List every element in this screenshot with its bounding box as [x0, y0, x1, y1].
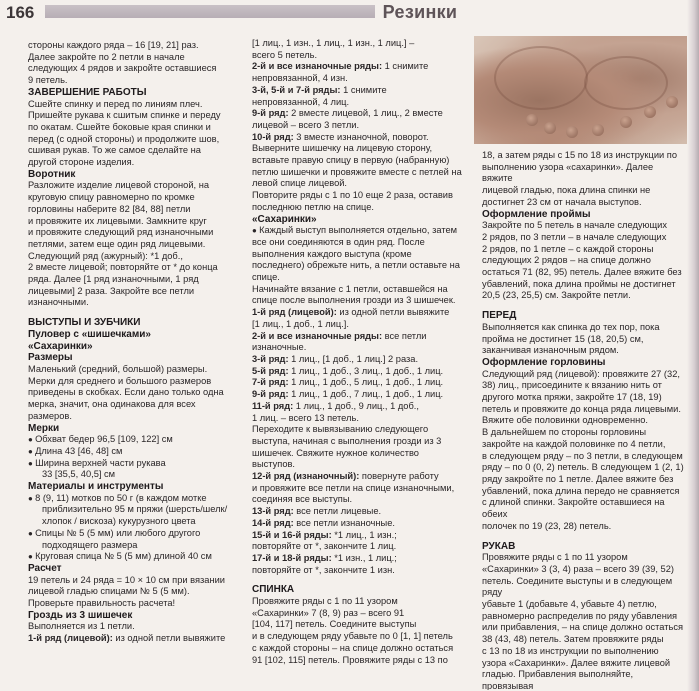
garment-photo — [474, 36, 692, 144]
section-heading: Материалы и инструменты — [28, 481, 164, 493]
row-instruction — [252, 354, 464, 366]
row-text: 1 лиц., 1 доб., 7 лиц., 1 доб., 1 лиц. — [288, 389, 444, 400]
text-line: перед (с одной стороны) и продолжите шов, — [28, 133, 220, 144]
text-line: следующих 4 рядов и закройте оставшиеся — [28, 63, 217, 74]
text-line: ряда. Далее [1 ряд изнаночными, 1 ряд — [28, 274, 199, 285]
text-line: непровязанной, 4 изн. — [252, 73, 348, 84]
text-line: лицевой – всего 3 петли. — [252, 119, 360, 130]
row-text: *1 лиц., 1 изн.; — [331, 529, 397, 540]
row-text: 1 лиц., 1 доб., 5 лиц., 1 доб., 1 лиц. — [288, 377, 444, 388]
text-line: «Сахаринки» 3 (3, 4) раза – всего 39 (39, 52) — [482, 563, 674, 574]
section-heading: ВЫСТУПЫ И ЗУБЧИКИ — [28, 317, 141, 329]
row-label: 5-й ряд: — [252, 365, 289, 376]
text-line: заканчивая изнаночным рядом. — [482, 345, 619, 356]
row-label: 2-й и все изнаночные ряды: — [252, 330, 383, 341]
row-label: 1-й ряд (лицевой): — [28, 633, 113, 644]
row-instruction — [252, 307, 464, 319]
row-label: 12-й ряд (изнаночный): — [252, 471, 360, 482]
text-line: шишечек. Свяжите нужное количество выступов. — [252, 447, 419, 470]
text-line: последнего) обрежьте нить, а петли оставьте на — [252, 260, 460, 271]
section-heading: Пуловер с «шишечками» — [28, 328, 151, 340]
row-label: 7-й ряд: — [252, 377, 289, 388]
bullet-item: ● Обхват бедер 96,5 [109, 122] см — [28, 434, 236, 446]
text-line: ряду – по 0 (0, 2) петель. В следующем 1 (2, 1) — [482, 462, 684, 473]
text-line: достигнет 23 см от начала выступов. — [482, 196, 642, 207]
photo-bobble — [644, 106, 656, 118]
text-line: Выполняется как спинка до тех пор, пока — [482, 321, 660, 332]
text-line: убавлений, пока длина проймы не достигнет — [482, 278, 676, 289]
row-label: 3-й ряд: — [252, 353, 289, 364]
row-instruction — [252, 530, 464, 542]
text-line: следующих 2 рядов – на спице должно — [482, 255, 651, 266]
text-line: 38 (43, 48) петель. Затем провяжите ряды — [482, 634, 664, 645]
row-instruction — [252, 377, 464, 389]
text-line: 18, а затем ряды с 15 по 18 из инструкции по — [482, 150, 677, 160]
text-line: все они соединяются в один ряд. После — [252, 236, 425, 247]
text-line: или прибавления, – на спице должно остаться — [482, 622, 684, 633]
row-instruction — [252, 389, 464, 401]
row-instruction — [252, 553, 464, 565]
section-heading: Гроздь из 3 шишечек — [28, 609, 133, 621]
spacer — [482, 533, 686, 541]
photo-bobble — [620, 116, 632, 128]
section-heading: Расчет — [28, 562, 62, 574]
bullet-continuation: приблизительно 95 м пряжи (шерсть/шелк/ — [42, 504, 228, 515]
text-line: лицевой гладью спицами № 5 (5 мм). — [28, 586, 190, 597]
text-line: петлями, затем еще один ряд лицевыми. — [28, 238, 206, 249]
row-text: из одной петли вывяжите — [112, 633, 226, 644]
text-line: и в следующем ряду убавьте по 0 [1, 1] петель — [252, 631, 453, 642]
text-line: Закройте по 5 петель в начале следующих — [482, 220, 667, 231]
text-line: полочек по 19 (23, 28) петель. — [482, 520, 612, 531]
photo-bobble — [566, 126, 578, 138]
text-line: Разложите изделие лицевой стороной, на — [28, 180, 210, 191]
section-title: Резинки — [382, 2, 458, 22]
row-label: 10-й ряд: — [252, 131, 294, 142]
text-line: 2 вместе лицевой; повторяйте от * до конца — [28, 262, 218, 273]
row-label: 1-й ряд (лицевой): — [252, 307, 337, 318]
text-line: Повторите ряды с 1 по 10 еще 2 раза, оставив — [252, 190, 453, 201]
text-line: спице. — [252, 272, 280, 283]
row-text: все петли лицевые. — [293, 506, 382, 517]
text-line: с каждой стороны – на спице должно остаться — [252, 642, 454, 653]
text-line: вставьте правую спицу в первую (набранную) — [252, 155, 450, 166]
section-heading: Оформление горловины — [482, 356, 606, 368]
text-line: Сшейте спинку и перед по линиям плеч. — [28, 98, 203, 109]
text-line: горловины наберите 82 [84, 88] петли — [28, 203, 191, 214]
row-text: 3 вместе изнаночной, поворот. — [293, 131, 429, 142]
row-instruction — [252, 401, 464, 413]
text-line: повторяйте от *, закончите 1 изн. — [252, 564, 395, 575]
section-heading: Воротник — [28, 168, 76, 180]
row-instruction — [28, 633, 236, 645]
text-line: мерка, значит, она одинакова для всех — [28, 399, 196, 410]
row-label: 2-й и все изнаночные ряды: — [252, 61, 383, 72]
text-line: Выполняется из 1 петли. — [28, 621, 135, 632]
text-line: выполнению узора «сахаринки». Далее вяжите — [482, 161, 654, 184]
row-text: 2 вместе лицевой, 1 лиц., 2 вместе — [288, 108, 443, 119]
bullet-item: ● Длина 43 [46, 48] см — [28, 446, 236, 458]
bullet-item: ● Спицы № 5 (5 мм) или любого другого — [28, 528, 236, 540]
bullet-continuation: хлопок / вискоза) кукурузного цвета — [42, 516, 196, 527]
text-line: по окатам. Сшейте боковые края спинки и — [28, 121, 211, 132]
text-line: убавлений, пока длина передо не сравняется — [482, 485, 680, 496]
text-line: лицевыми] 2 раза. Закройте все петли — [28, 285, 195, 296]
section-heading: ЗАВЕРШЕНИЕ РАБОТЫ — [28, 86, 147, 98]
row-label: 3-й, 5-й и 7-й ряды: — [252, 84, 341, 95]
photo-fold — [494, 46, 588, 110]
row-text: из одной петли вывяжите — [336, 307, 450, 318]
text-line: «Сахаринки» 7 (8, 9) раз – всего 91 — [252, 607, 405, 618]
text-line: с длиной спинки. Закройте оставшиеся на обеих — [482, 497, 665, 520]
text-line: Следующий ряд (ажурный): *1 доб., — [28, 250, 183, 261]
text-line: сшивая рукав. То же самое сделайте на — [28, 145, 201, 156]
section-heading: Размеры — [28, 352, 73, 364]
text-line: последнюю петлю на спице. — [252, 201, 374, 212]
text-line: [1 лиц., 1 доб., 1 лиц.]. — [252, 318, 349, 329]
middle-column — [252, 38, 464, 686]
photo-bobble — [666, 96, 678, 108]
text-line: размеров. — [28, 410, 72, 421]
text-line: Мерки для среднего и большого размеров — [28, 375, 212, 386]
text-line: 2 рядов, по 1 петле – с каждой стороны — [482, 243, 654, 254]
text-line: всего 5 петель. — [252, 49, 318, 60]
text-line: другой стороне изделия. — [28, 157, 135, 168]
text-line: непровязанной, 4 лиц. — [252, 96, 350, 107]
text-line: убавьте 1 (добавьте 4, убавьте 4) петлю, — [482, 599, 657, 610]
text-line: Проверьте правильность расчета! — [28, 598, 176, 609]
section-heading: РУКАВ — [482, 540, 516, 552]
photo-bobble — [526, 114, 538, 126]
text-line: гладью. Прибавления выполняйте, провязывая — [482, 669, 634, 690]
text-line: Переходите к вывязыванию следующего — [252, 424, 429, 435]
text-line: лицевой гладью, пока длина спинки не — [482, 185, 651, 196]
row-text: 1 лиц., 1 доб., 9 лиц., 1 доб., — [293, 400, 419, 411]
row-text: 1 лиц., [1 доб., 1 лиц.] 2 раза. — [288, 353, 419, 364]
spacer — [482, 302, 686, 310]
row-label: 11-й ряд: — [252, 400, 294, 411]
text-line: остаться 71 (82, 95) петель. Далее вяжите без — [482, 267, 682, 278]
row-label: 17-й и 18-й ряды: — [252, 552, 332, 563]
row-text: повернуте работу — [359, 471, 439, 482]
page-header — [0, 0, 699, 26]
text-line: 19 петель и 24 ряда = 10 × 10 см при вязании — [28, 574, 225, 585]
section-heading: Мерки — [28, 422, 60, 434]
text-line: Далее закройте по 2 петли в начале — [28, 51, 185, 62]
row-label: 9-й ряд: — [252, 108, 289, 119]
text-line: изнаночные. — [252, 342, 307, 353]
row-text: все петли изнаночные. — [293, 517, 395, 528]
text-line: В дальнейшем по стороны горловины — [482, 427, 647, 438]
section-heading: Оформление проймы — [482, 208, 591, 220]
photo-bobble — [592, 124, 604, 136]
row-instruction — [252, 471, 464, 483]
text-line: узора «Сахаринки». Далее вяжите лицевой — [482, 657, 671, 668]
text-line: Выверните шишечку на лицевую сторону, — [252, 143, 433, 154]
row-text: 1 снимите — [340, 84, 387, 95]
row-text: все петли — [382, 330, 427, 341]
row-text: 1 снимите — [382, 61, 429, 72]
row-label: 13-й ряд: — [252, 506, 294, 517]
text-line: 20,5 (23, 25,5) см. Закройте петли. — [482, 290, 631, 301]
text-line: равномерно распределив по ряду убавления — [482, 610, 678, 621]
text-line: Пришейте рукава к сшитым спинке и переду — [28, 110, 221, 121]
row-instruction — [252, 331, 464, 343]
bullet-item: ● Круговая спица № 5 (5 мм) длиной 40 см — [28, 551, 236, 563]
text-line: Вяжите обе половинки одновременно. — [482, 415, 648, 426]
row-label: 15-й и 16-й ряды: — [252, 529, 332, 540]
row-label: 14-й ряд: — [252, 517, 294, 528]
row-text: 1 лиц., 1 доб., 3 лиц., 1 доб., 1 лиц. — [288, 365, 444, 376]
text-line: левой спице лицевой. — [252, 178, 348, 189]
text-line: соединяя все выступы. — [252, 494, 353, 505]
bullet-continuation: 33 [35,5, 40,5] см — [42, 469, 116, 480]
text-line: Начинайте вязание с 1 петли, оставшейся на — [252, 283, 448, 294]
text-line: другого мотка пряжи, закройте 17 (18, 19) — [482, 392, 662, 403]
text-line: приведены в скобках. Если дано только одна — [28, 387, 224, 398]
section-heading: СПИНКА — [252, 584, 295, 596]
text-line: выступа, начиная с выполнения грозди из 3 — [252, 435, 442, 446]
row-instruction — [252, 518, 464, 530]
text-line: стороны каждого ряда – 16 [19, 21] раз. — [28, 40, 199, 50]
left-column — [28, 40, 236, 688]
text-line: Маленький (средний, большой) размеры. — [28, 363, 208, 374]
row-instruction — [252, 108, 464, 120]
bullet-continuation: подходящего размера — [42, 539, 138, 550]
photo-fold — [584, 56, 668, 110]
text-line: повторяйте от *, закончите 1 лиц. — [252, 541, 397, 552]
spacer — [28, 309, 236, 317]
text-line: Провяжите ряды с 1 по 11 узором — [252, 596, 398, 607]
text-line: Следующий ряд (лицевой): провяжите 27 (32, — [482, 368, 680, 379]
row-instruction — [252, 61, 464, 73]
section-heading: ПЕРЕД — [482, 310, 517, 322]
bullet-item: ● Ширина верхней части рукава — [28, 458, 236, 470]
text-line: спице после выполнения грозди из 3 шишечек. — [252, 295, 456, 306]
text-line: 1 лиц. – всего 13 петель. — [252, 412, 359, 423]
row-instruction — [252, 132, 464, 144]
text-line: круговую спицу равномерно по кромке — [28, 192, 195, 203]
right-column — [482, 150, 686, 690]
text-line: пройма не достигнет 15 (18, 20,5) см, — [482, 333, 644, 344]
text-line: в следующем ряду – по 3 петли, в следующем — [482, 450, 683, 461]
text-line: петель. Соедините выступы и в следующем ряду — [482, 575, 673, 598]
section-heading: «Сахаринки» — [252, 213, 317, 225]
section-heading: «Сахаринки» — [28, 340, 93, 352]
text-line: изнаночными. — [28, 297, 89, 308]
text-line: 2 рядов, по 3 петли – в начале следующих — [482, 231, 667, 242]
text-line: закройте на каждой половинке по 4 петли, — [482, 438, 666, 449]
text-line: 9 петель. — [28, 75, 68, 86]
text-line: с 13 по 18 из инструкции по выполнению — [482, 645, 659, 656]
text-line: 38) лиц., присоедините к вязанию нить от — [482, 380, 662, 391]
text-line: 91 [102, 115] петель. Провяжите ряды с 13 по — [252, 654, 448, 665]
text-line: петель и провяжите до конца ряда лицевыми. — [482, 403, 681, 414]
photo-bobble — [544, 122, 556, 134]
text-line: [104, 117] петель. Соедините выступы — [252, 619, 417, 630]
text-line: и провяжите все петли на спице изнаночными, — [252, 482, 455, 493]
row-instruction — [252, 506, 464, 518]
row-instruction — [252, 85, 464, 97]
text-line: [1 лиц., 1 изн., 1 лиц., 1 изн., 1 лиц.] – — [252, 38, 415, 48]
text-line: и провяжите их лицевыми. Замкните круг — [28, 215, 207, 226]
row-instruction — [252, 366, 464, 378]
page-number: 166 — [6, 3, 35, 22]
bullet-item: ● 8 (9, 11) мотков по 50 г (в каждом мотке — [28, 493, 236, 505]
text-line: выполнения каждого выступа (кроме — [252, 248, 412, 259]
row-text: *1 изн., 1 лиц.; — [331, 552, 397, 563]
text-line: петлю шишечки и провяжите вместе с петлей на — [252, 166, 462, 177]
text-line: Провяжите ряды с 1 по 11 узором — [482, 552, 628, 563]
bullet-item: ● Каждый выступ выполняется отдельно, затем — [252, 225, 464, 237]
header-bar — [45, 5, 375, 18]
text-line: и провяжите следующий ряд изнаночными — [28, 227, 214, 238]
spacer — [252, 576, 464, 584]
book-spine-shadow — [687, 0, 699, 691]
row-label: 9-й ряд: — [252, 389, 289, 400]
text-line: ряду закройте по 1 петле. Далее вяжите без — [482, 473, 674, 484]
